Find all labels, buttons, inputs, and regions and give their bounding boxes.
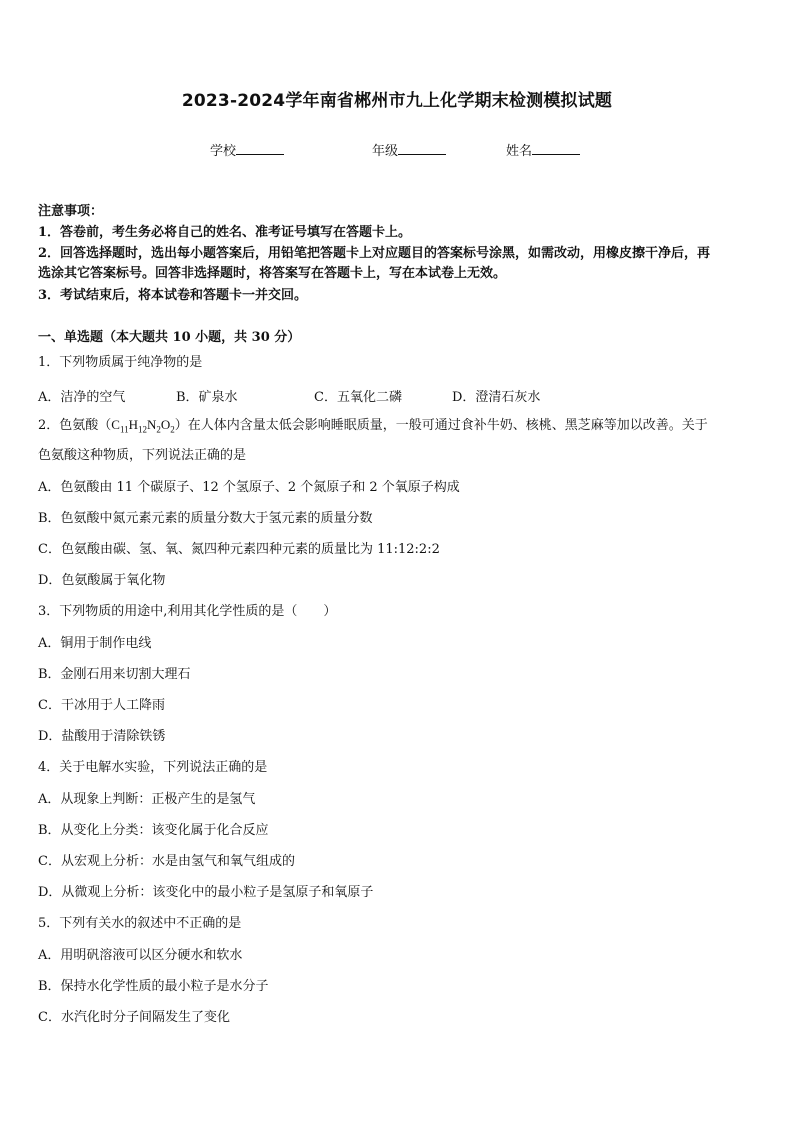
q2-option-b[interactable]: B．色氨酸中氮元素元素的质量分数大于氢元素的质量分数 (38, 511, 373, 526)
q1-option-d[interactable]: D．澄清石灰水 (452, 390, 541, 405)
school-blank[interactable] (236, 142, 284, 155)
name-blank[interactable] (532, 142, 580, 155)
q4-stem: 4．关于电解水实验，下列说法正确的是 (38, 760, 268, 775)
q4-option-d[interactable]: D．从微观上分析：该变化中的最小粒子是氢原子和氧原子 (38, 885, 374, 900)
tryptophan-formula: $C_{11}H_{12}N_2O_2$ (111, 417, 175, 435)
q3-option-a[interactable]: A．铜用于制作电线 (38, 636, 152, 651)
q1-stem: 1．下列物质属于纯净物的是 (38, 355, 203, 370)
q5-option-a[interactable]: A．用明矾溶液可以区分硬水和软水 (38, 948, 243, 963)
page-title: 2023-2024学年南省郴州市九上化学期末检测模拟试题 (181, 91, 613, 111)
grade-label: 年级 (372, 144, 399, 159)
school-label: 学校 (210, 144, 237, 159)
q5-option-c[interactable]: C．水汽化时分子间隔发生了变化 (38, 1010, 230, 1025)
q3-option-c[interactable]: C．干冰用于人工降雨 (38, 698, 165, 713)
q1-option-c[interactable]: C．五氧化二磷 (314, 390, 402, 405)
q2-option-d[interactable]: D．色氨酸属于氧化物 (38, 573, 166, 588)
q2-stem-pre: 2．色氨酸（ (38, 418, 112, 433)
q5-option-b[interactable]: B．保持水化学性质的最小粒子是水分子 (38, 979, 269, 994)
q4-option-a[interactable]: A．从现象上判断：正极产生的是氢气 (38, 792, 256, 807)
q2-stem (38, 417, 708, 434)
q1-option-a[interactable]: A．洁净的空气 (38, 390, 126, 405)
grade-field (372, 140, 446, 159)
notice-heading: 注意事项： (38, 204, 104, 219)
q2-stem-line2: 色氨酸这种物质，下列说法正确的是 (38, 448, 247, 463)
q3-stem: 3．下列物质的用途中,利用其化学性质的是（ ） (38, 604, 337, 619)
q5-stem: 5．下列有关水的叙述中不正确的是 (38, 916, 242, 931)
school-field (210, 140, 284, 159)
q2-option-a[interactable]: A．色氨酸由 11 个碳原子、12 个氢原子、2 个氮原子和 2 个氧原子构成 (38, 480, 460, 495)
grade-blank[interactable] (398, 142, 446, 155)
q4-option-c[interactable]: C．从宏观上分析：水是由氢气和氧气组成的 (38, 854, 295, 869)
q3-option-b[interactable]: B．金刚石用来切割大理石 (38, 667, 191, 682)
name-label: 姓名 (506, 144, 533, 159)
notice-item-3: 3．考试结束后，将本试卷和答题卡一并交回。 (38, 288, 308, 303)
q2-option-c[interactable]: C．色氨酸由碳、氢、氧、氮四种元素四种元素的质量比为 11:12:2:2 (38, 542, 440, 557)
q1-option-b[interactable]: B．矿泉水 (176, 390, 238, 405)
q4-option-b[interactable]: B．从变化上分类：该变化属于化合反应 (38, 823, 269, 838)
notice-item-2: 2．回答选择题时，选出每小题答案后，用铅笔把答题卡上对应题目的答案标号涂黑，如需改动，用橡皮擦干净后，再 (38, 246, 711, 261)
name-field (506, 140, 580, 159)
section-heading: 一、单选题（本大题共 10 小题，共 30 分） (38, 330, 301, 345)
notice-item-2-cont: 选涂其它答案标号。回答非选择题时，将答案写在答题卡上，写在本试卷上无效。 (38, 266, 507, 281)
q2-stem-post: ）在人体内含量太低会影响睡眠质量，一般可通过食补牛奶、核桃、黑芝麻等加以改善。关于 (174, 418, 708, 433)
notice-item-1: 1．答卷前，考生务必将自己的姓名、准考证号填写在答题卡上。 (38, 225, 412, 240)
q3-option-d[interactable]: D．盐酸用于清除铁锈 (38, 729, 166, 744)
